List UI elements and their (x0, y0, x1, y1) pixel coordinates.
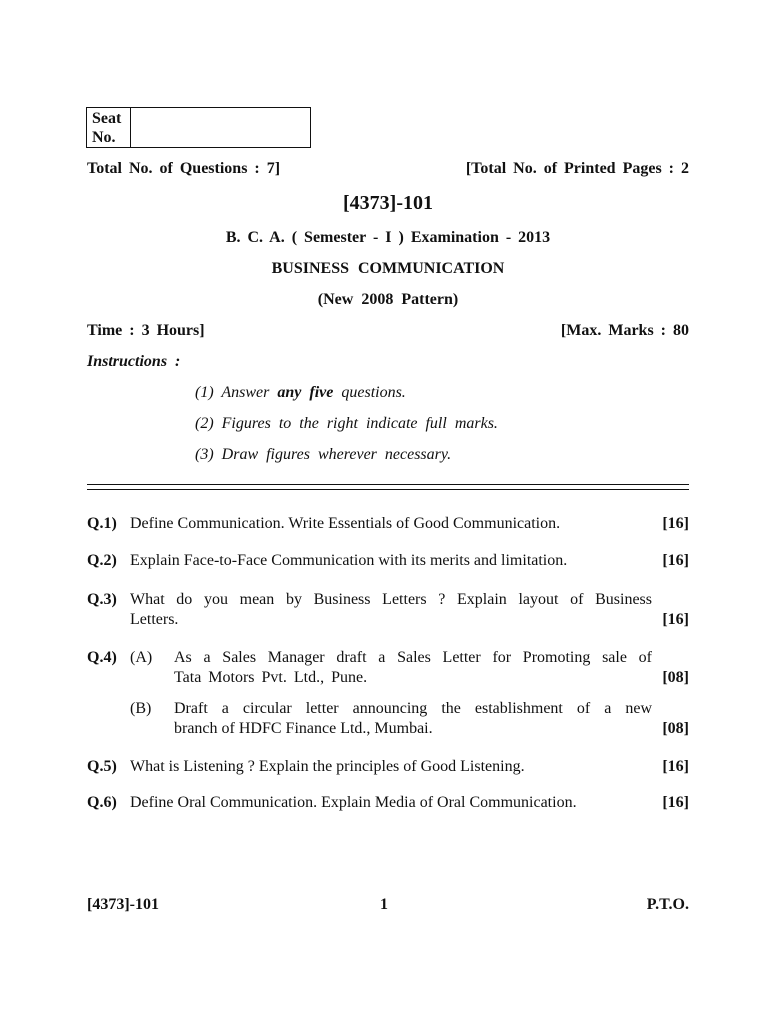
total-pages: [Total No. of Printed Pages : 2 (465, 160, 689, 177)
question-number: Q.2) (87, 552, 117, 569)
instructions-heading: Instructions : (87, 353, 181, 370)
question-marks: [16] (662, 794, 689, 811)
subpart-marks: [08] (662, 669, 689, 686)
instruction-3-num: (3) (195, 446, 214, 463)
question-4-part-a (87, 648, 689, 688)
total-questions: Total No. of Questions : 7] (87, 160, 281, 177)
question-marks: [16] (662, 758, 689, 775)
instruction-3 (195, 446, 451, 464)
subpart-text-line1: Draft a circular letter announcing the establishment of a new (174, 700, 652, 717)
max-marks: [Max. Marks : 80 (560, 322, 689, 339)
seat-number-box (86, 107, 311, 148)
instruction-1-post: questions. (341, 384, 406, 401)
question-text (130, 590, 652, 630)
question-4-part-b (87, 699, 689, 739)
question-text: Explain Face-to-Face Communication with its merits and limitation. (130, 552, 568, 569)
question-text: Define Oral Communication. Explain Media of Oral Communication. (130, 794, 577, 811)
subpart-text-line1: As a Sales Manager draft a Sales Letter for Promoting sale of (174, 649, 652, 666)
question-marks: [16] (662, 515, 689, 532)
question-text-line1: What do you mean by Business Letters ? Explain layout of Business (130, 591, 652, 608)
pattern-title: (New 2008 Pattern) (317, 291, 459, 308)
question-text: What is Listening ? Explain the principles of Good Listening. (130, 758, 525, 775)
paper-code: [4373]-101 (343, 192, 433, 214)
instruction-1-emphasis: any five (277, 384, 334, 401)
seat-label-line1: Seat (92, 110, 122, 127)
question-5 (87, 757, 689, 777)
header-questions-pages-row (87, 160, 689, 178)
question-number: Q.6) (87, 794, 117, 811)
subpart-marks: [08] (662, 720, 689, 737)
seat-label (87, 108, 131, 147)
instruction-2-text: Figures to the right indicate full marks. (221, 415, 498, 432)
exam-time: Time : 3 Hours] (87, 322, 205, 339)
question-marks: [16] (662, 611, 689, 628)
question-number: Q.3) (87, 591, 117, 608)
question-number: Q.5) (87, 758, 117, 775)
instruction-2 (195, 415, 498, 433)
instruction-1 (195, 384, 406, 402)
subpart-label: (A) (130, 649, 153, 666)
exam-title: B. C. A. ( Semester - I ) Examination - 2013 (225, 229, 551, 246)
instruction-1-num: (1) (195, 384, 214, 401)
instruction-1-pre: Answer (221, 384, 270, 401)
subpart-text (174, 699, 652, 739)
question-2 (87, 551, 689, 571)
question-1 (87, 514, 689, 534)
subject-title: BUSINESS COMMUNICATION (271, 260, 505, 277)
time-marks-row (87, 322, 689, 340)
question-number: Q.1) (87, 515, 117, 532)
question-number: Q.4) (87, 649, 117, 666)
footer-pto: P.T.O. (646, 896, 689, 913)
subpart-text (174, 648, 652, 688)
question-3 (87, 590, 689, 630)
subpart-text-line2: Tata Motors Pvt. Ltd., Pune. (174, 669, 368, 686)
instruction-2-num: (2) (195, 415, 214, 432)
footer-page-number: 1 (380, 896, 388, 913)
question-text: Define Communication. Write Essentials of Good Communication. (130, 515, 561, 532)
question-6 (87, 793, 689, 813)
question-text-line2: Letters. (130, 611, 179, 628)
divider-top (87, 484, 689, 485)
question-marks: [16] (662, 552, 689, 569)
footer-paper-code: [4373]-101 (87, 896, 159, 913)
subpart-label: (B) (130, 700, 152, 717)
instruction-3-text: Draw figures wherever necessary. (221, 446, 452, 463)
subpart-text-line2: branch of HDFC Finance Ltd., Mumbai. (174, 720, 433, 737)
divider-bottom (87, 489, 689, 490)
seat-label-line2: No. (92, 129, 116, 146)
